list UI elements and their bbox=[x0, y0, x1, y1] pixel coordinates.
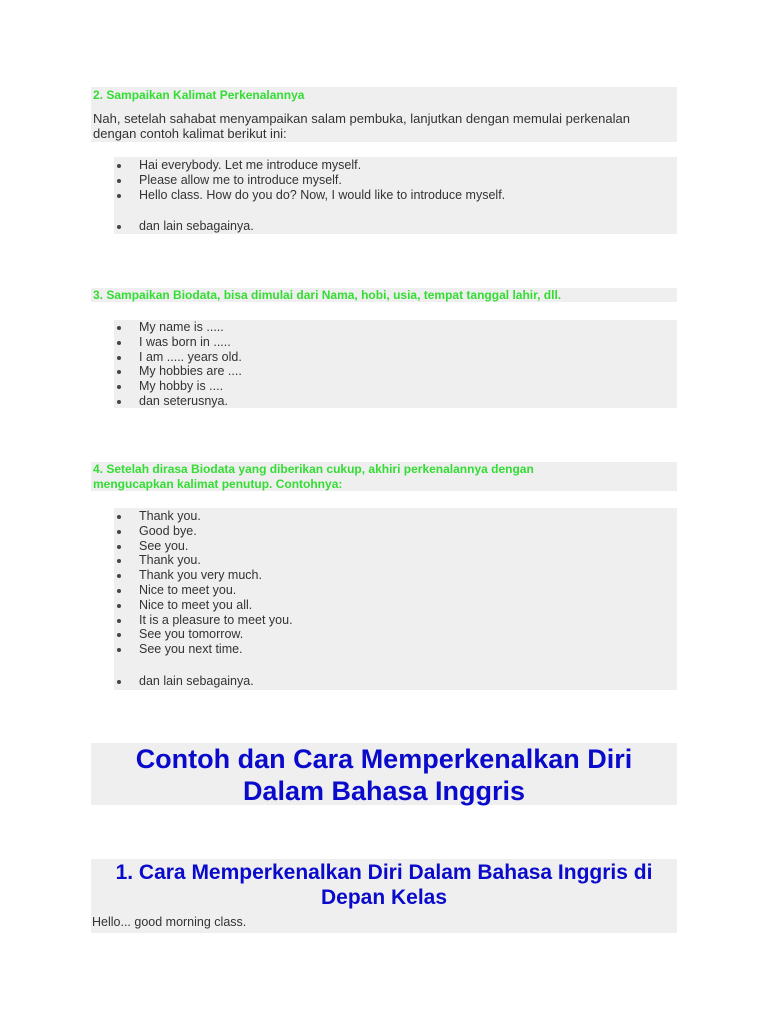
list-item: Thank you. bbox=[114, 509, 677, 524]
section-4-list-box bbox=[114, 508, 677, 690]
list-item: Thank you. bbox=[114, 553, 677, 568]
list-item: Thank you very much. bbox=[114, 568, 677, 583]
list-item: It is a pleasure to meet you. bbox=[114, 613, 677, 628]
list-item: Nice to meet you all. bbox=[114, 598, 677, 613]
list-item: My name is ..... bbox=[114, 320, 677, 335]
section-2-paragraph: Nah, setelah sahabat menyampaikan salam pembuka, lanjutkan dengan memulai perkenalan dengan contoh kalimat berikut ini: bbox=[93, 111, 630, 141]
list-item: See you tomorrow. bbox=[114, 627, 677, 642]
section-3-list bbox=[114, 320, 677, 409]
page-title: Contoh dan Cara Memperkenalkan Diri Dalam Bahasa Inggris bbox=[135, 744, 633, 806]
section-2-list-box bbox=[114, 157, 677, 234]
list-item: Please allow me to introduce myself. bbox=[114, 173, 677, 188]
list-item: Good bye. bbox=[114, 524, 677, 539]
section-3-list-box bbox=[114, 320, 677, 408]
section-2-list bbox=[114, 158, 677, 234]
list-item: Nice to meet you. bbox=[114, 583, 677, 598]
section-4-list bbox=[114, 509, 677, 689]
list-item: Hello class. How do you do? Now, I would like to introduce myself. bbox=[114, 188, 677, 203]
list-item: My hobby is .... bbox=[114, 379, 677, 394]
list-item: See you next time. bbox=[114, 642, 677, 657]
section-2-heading: 2. Sampaikan Kalimat Perkenalannya bbox=[93, 88, 305, 102]
list-item: My hobbies are .... bbox=[114, 364, 677, 379]
section-4-box bbox=[91, 462, 677, 491]
list-item: dan seterusnya. bbox=[114, 394, 677, 409]
list-item: See you. bbox=[114, 539, 677, 554]
section-3-heading: 3. Sampaikan Biodata, bisa dimulai dari Nama, hobi, usia, tempat tanggal lahir, dll. bbox=[93, 288, 562, 302]
section-2-box bbox=[91, 87, 677, 142]
list-item: dan lain sebagainya. bbox=[114, 674, 677, 689]
title-box bbox=[91, 743, 677, 805]
list-item: Hai everybody. Let me introduce myself. bbox=[114, 158, 677, 173]
section-4-heading: 4. Setelah dirasa Biodata yang diberikan cukup, akhiri perkenalannya dengan mengucapkan kalimat penutup. Contohnya: bbox=[93, 462, 534, 491]
list-item: dan lain sebagainya. bbox=[114, 219, 677, 234]
list-item: I was born in ..... bbox=[114, 335, 677, 350]
list-item: I am ..... years old. bbox=[114, 350, 677, 365]
subsection-1-box bbox=[91, 859, 677, 933]
subsection-1-text: Hello... good morning class. bbox=[92, 915, 247, 929]
subsection-1-heading: 1. Cara Memperkenalkan Diri Dalam Bahasa Inggris di Depan Kelas bbox=[115, 861, 653, 909]
section-3-box bbox=[91, 288, 677, 302]
